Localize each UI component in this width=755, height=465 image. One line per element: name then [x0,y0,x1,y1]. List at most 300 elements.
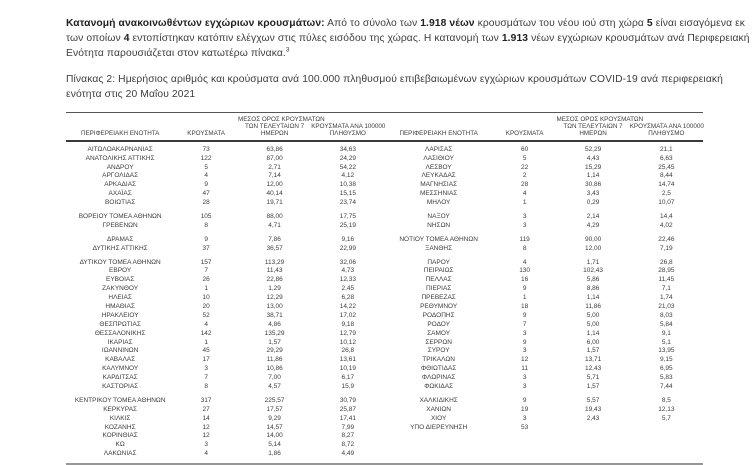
cell-per100k: 21,03 [658,302,675,310]
cell-name: ΝΗΣΩΝ [427,221,451,229]
cell-cases: 12 [202,423,210,431]
cell-name: ΧΑΛΚΙΔΙΚΗΣ [419,396,458,404]
cell-per100k: 4,73 [341,267,355,275]
table-row [385,145,704,154]
cell-cases: 52 [202,311,210,319]
column-header-avg7: ΜΕΣΟΣ ΟΡΟΣ ΚΡΟΥΣΜΑΤΩΝ ΤΩΝ ΤΕΛΕΥΤΑΙΩΝ 7 ΗΜΕΡΩΝ [237,115,325,138]
table-row [385,163,704,172]
table-row [385,171,704,180]
table-row [385,154,704,163]
regional-table-right [385,145,704,458]
cell-avg7: 0,29 [586,199,600,207]
cell-cases: 16 [521,276,529,284]
table-header-row [66,112,703,142]
cell-name: ΠΕΙΡΑΙΩΣ [423,267,454,275]
cell-cases: 4 [204,450,208,458]
table-row [66,266,385,275]
cell-cases: 119 [519,235,530,243]
cell-avg7: 30,86 [584,181,602,189]
cell-cases: 22 [521,163,529,171]
table-section [66,212,385,230]
cell-name: ΘΕΣΠΡΩΤΙΑΣ [99,320,141,328]
cell-per100k: 15,15 [339,190,356,198]
cell-cases: 1 [204,285,208,293]
cell-per100k: 6,28 [341,294,355,302]
cell-per100k: 22,46 [658,235,675,243]
cell-name: ΧΑΝΙΩΝ [426,405,451,413]
cell-per100k: 10,12 [339,338,356,346]
table-section [66,145,385,207]
cell-avg7: 13,71 [584,356,602,364]
cell-per100k: 10,07 [658,199,675,207]
intro-paragraph [66,16,750,61]
cell-per100k: 6,63 [660,154,673,162]
table-row [66,405,385,414]
cell-name: ΔΥΤΙΚΗΣ ΑΤΤΙΚΗΣ [92,244,148,252]
cell-avg7: 13,00 [266,302,283,310]
cell-cases: 11 [521,365,528,373]
new-cases-total: 1.918 νέων [420,18,475,30]
cell-name: ΑΙΤΩΛΟΑΚΑΡΝΑΝΙΑΣ [87,145,153,153]
cell-name: ΗΜΑΘΙΑΣ [105,302,135,310]
table-section [66,396,385,458]
cell-name: ΑΡΚΑΔΙΑΣ [104,181,137,189]
cell-avg7: 19,43 [584,405,602,413]
cell-avg7: 1,71 [586,258,600,266]
cell-avg7: 4,43 [586,154,600,162]
imported-cases-count: 5 [646,18,653,30]
cell-avg7: 1,57 [586,347,600,355]
cell-per100k: 9,15 [660,356,673,364]
cell-name: ΚΙΛΚΙΣ [109,414,131,422]
cell-avg7: 7,86 [268,235,281,243]
table-row [66,171,385,180]
table-row [66,145,385,154]
cell-per100k: 15,9 [341,382,355,390]
cell-per100k: 5,1 [661,338,671,346]
cell-cases: 14 [202,414,210,422]
cell-avg7: 4,57 [268,382,281,390]
cell-name: ΔΥΤΙΚΟΥ ΤΟΜΕΑ ΑΘΗΝΩΝ [79,258,161,266]
cell-avg7: 11,86 [585,302,601,310]
table-row [385,235,704,244]
cell-cases: 3 [522,347,527,355]
table-row [66,235,385,244]
cell-avg7: 11,43 [266,267,283,275]
cell-name: ΦΘΙΩΤΙΔΑΣ [420,365,457,373]
cell-per100k: 2,45 [341,285,355,293]
cell-avg7: 15,29 [584,163,602,171]
cell-avg7: 5,00 [586,311,600,319]
table-row [66,449,385,458]
table-row [385,338,704,347]
cell-cases: 8 [522,244,527,252]
column-header-region: ΠΕΡΙΦΕΡΕΙΑΚΗ ΕΝΟΤΗΤΑ [80,130,160,138]
cell-cases: 1 [204,338,208,346]
table-row [385,198,704,207]
cell-per100k: 34,63 [339,145,356,153]
table-row [385,266,704,275]
cell-per100k: 25,45 [658,163,675,171]
cell-name: ΗΛΕΙΑΣ [108,294,132,302]
text-segment: κρουσμάτων του νέου ιού στη χώρα [474,18,647,30]
cell-name: ΜΗΛΟΥ [426,199,451,207]
cell-avg7: 225,57 [264,396,285,404]
cell-avg7: 5,57 [586,396,600,404]
cell-name: ΝΑΞΟΥ [427,212,450,220]
cell-per100k: 17,75 [339,212,356,220]
cell-per100k: 13,61 [339,356,356,364]
cell-avg7: 10,86 [266,365,283,373]
table-row [66,355,385,364]
cell-per100k: 8,5 [661,396,671,404]
cell-per100k: 7,19 [660,244,673,252]
table-section [385,258,704,391]
cell-name: ΑΝΔΡΟΥ [106,163,134,171]
cell-per100k: 8,44 [660,172,673,180]
cell-name: ΜΕΣΣΗΝΙΑΣ [419,190,458,198]
table-row [66,189,385,198]
table-row [385,311,704,320]
cell-name: ΕΥΒΟΙΑΣ [106,276,135,284]
cell-cases: 5 [522,154,527,162]
cell-avg7: 1,14 [586,294,600,302]
cell-cases: 9 [204,181,208,189]
table-row [385,396,704,405]
cell-per100k: 17,41 [339,414,356,422]
column-header-region: ΠΕΡΙΦΕΡΕΙΑΚΗ ΕΝΟΤΗΤΑ [399,130,478,138]
cell-avg7: 135,29 [264,329,285,337]
cell-name: ΠΕΛΛΑΣ [425,276,452,284]
cell-name: ΠΙΕΡΙΑΣ [425,285,452,293]
cell-name: ΛΑΚΩΝΙΑΣ [103,450,137,458]
cell-cases: 130 [519,267,531,275]
cell-cases: 12 [202,432,210,440]
column-header-cases: ΚΡΟΥΣΜΑΤΑ [187,130,225,138]
cell-per100k: 12,79 [339,329,356,337]
cell-name: ΠΑΡΟΥ [427,258,450,266]
cell-per100k: 8,27 [341,432,355,440]
table-row [385,405,704,414]
cell-cases: 9 [522,285,527,293]
cell-cases: 18 [521,302,529,310]
cell-name: ΑΡΓΟΛΙΔΑΣ [102,172,139,180]
cell-name: ΑΧΑΪΑΣ [108,190,132,198]
cell-avg7: 38,71 [266,311,283,319]
cell-name: ΒΟΡΕΙΟΥ ΤΟΜΕΑ ΑΘΗΝΩΝ [78,212,162,220]
table-row [66,212,385,221]
table-row [385,284,704,293]
cell-name: ΞΑΝΘΗΣ [425,244,453,252]
table-row [66,311,385,320]
cell-cases: 3 [522,382,527,390]
cell-per100k: 6,17 [341,374,355,382]
table-row [385,320,704,329]
cell-name: ΡΟΔΟΠΗΣ [422,311,455,319]
cell-name: ΚΑΡΔΙΤΣΑΣ [102,374,138,382]
cell-avg7: 2,43 [586,414,600,422]
cell-cases: 45 [202,347,210,355]
table-caption: Πίνακας 2: Ημερήσιος αριθμός και κρούσματα ανά 100.000 πληθυσμού επιβεβαιωμένων εγχώριων κρουσμάτων COVID-19 ανά περιφερειακή ενότητα στις 20 Μαΐου 2021 [66,73,723,100]
cell-avg7: 12,00 [584,244,602,252]
cell-name: ΚΟΡΙΝΘΙΑΣ [102,432,138,440]
cell-avg7: 1,14 [586,172,600,180]
cell-per100k: 7,1 [661,285,671,293]
column-header-avg7: ΜΕΣΟΣ ΟΡΟΣ ΚΡΟΥΣΜΑΤΩΝ ΤΩΝ ΤΕΛΕΥΤΑΙΩΝ 7 ΗΜΕΡΩΝ [556,115,644,138]
cell-name: ΣΑΜΟΥ [427,329,451,337]
cell-avg7: 5,71 [586,374,600,382]
cell-name: ΑΝΑΤΟΛΙΚΗΣ ΑΤΤΙΚΗΣ [85,154,155,162]
cell-per100k: 8,03 [660,311,673,319]
cell-avg7: 29,29 [266,347,283,355]
table-row [385,382,704,391]
cell-cases: 8 [204,221,208,229]
table-section [385,235,704,253]
cell-per100k: 10,19 [339,365,356,373]
cell-per100k: 24,29 [339,154,356,162]
table-row [66,293,385,302]
cell-per100k: 11,45 [658,276,675,284]
table-row [66,414,385,423]
table-row [66,244,385,253]
cell-cases: 1 [522,199,527,207]
cell-per100k: 12,33 [339,276,356,284]
table-row [66,364,385,373]
table-row [385,258,704,267]
cell-cases: 3 [522,221,527,229]
cell-avg7: 1,57 [268,338,281,346]
cell-per100k: 7,44 [660,382,673,390]
table-row [385,275,704,284]
cell-per100k: 13,95 [658,347,675,355]
cell-avg7: 3,43 [586,190,600,198]
cell-cases: 142 [200,329,212,337]
cell-avg7: 4,71 [268,221,281,229]
table-row [66,302,385,311]
cell-name: ΚΩ [115,441,125,449]
cell-per100k: 1,74 [660,294,673,302]
text-segment: είναι εισαγόμενα εκ των οποίων [66,18,746,45]
cell-cases: 3 [522,212,527,220]
cell-avg7: 87,00 [266,154,283,162]
cell-cases: 9 [522,338,527,346]
cell-cases: 9 [204,235,208,243]
cell-cases: 10 [202,294,210,302]
table-row [385,221,704,230]
cell-cases: 8 [204,382,208,390]
cell-name: ΡΕΘΥΜΝΟΥ [420,302,458,310]
cell-cases: 7 [522,320,527,328]
table-row [385,293,704,302]
text-segment: εντοπίστηκαν κατόπιν ελέγχων στις πύλες εισόδου της χώρας. Η κατανομή των [129,33,502,45]
cell-cases: 3 [522,329,527,337]
cell-name: ΤΡΙΚΑΛΩΝ [422,356,455,364]
cell-name: ΣΕΡΡΩΝ [425,338,452,346]
table-row [385,346,704,355]
cell-per100k: 4,02 [660,221,673,229]
cell-cases: 3 [204,365,208,373]
cell-per100k: 30,79 [339,396,356,404]
cell-per100k: 5,7 [661,414,671,422]
table-header-left [66,116,385,138]
cell-name: ΥΠΟ ΔΙΕΡΕΥΝΗΣΗ [410,423,468,431]
table-row [66,382,385,391]
table-row [385,373,704,382]
cell-name: ΗΡΑΚΛΕΙΟΥ [101,311,139,319]
cell-avg7: 1,29 [268,285,281,293]
cell-per100k: 5,84 [660,320,673,328]
text-segment: νέων εγχώριων κρουσμάτων ανά Περιφερειακή Ενότητα παρουσιάζεται στον κατωτέρω πίνακα. [66,33,750,60]
cell-name: ΚΑΣΤΟΡΙΑΣ [102,382,139,390]
cell-cases: 2 [522,172,527,180]
domestic-cases-total: 1.913 [501,33,529,45]
regional-cases-table [66,112,703,465]
cell-avg7: 1,14 [586,329,600,337]
table-section [385,145,704,207]
cell-cases: 4 [204,320,208,328]
cell-cases: 7 [204,267,208,275]
cell-avg7: 7,00 [268,374,281,382]
table-row [385,355,704,364]
cell-avg7: 5,14 [268,441,281,449]
cell-avg7: 4,29 [586,221,600,229]
cell-name: ΙΩΑΝΝΙΝΩΝ [101,347,139,355]
cell-per100k: 14,4 [660,212,673,220]
table-row [66,432,385,441]
cell-cases: 3 [204,441,208,449]
cell-cases: 26 [202,276,210,284]
cell-name: ΛΕΣΒΟΥ [425,163,452,171]
cell-name: ΜΑΓΝΗΣΙΑΣ [420,181,458,189]
cell-per100k: 22,99 [339,244,356,252]
cell-cases: 47 [202,190,210,198]
table-row [66,338,385,347]
cell-name: ΦΛΩΡΙΝΑΣ [421,374,456,382]
cell-name: ΛΑΡΙΣΑΣ [425,145,453,153]
cell-name: ΡΟΔΟΥ [427,320,450,328]
cell-avg7: 63,86 [266,145,283,153]
cell-name: ΛΕΥΚΑΔΑΣ [421,172,456,180]
cell-per100k: 25,19 [339,221,356,229]
cell-cases: 4 [522,190,527,198]
cell-per100k: 17,02 [339,311,356,319]
cell-per100k: 26,8 [341,347,355,355]
cell-cases: 157 [200,258,212,266]
cell-name: ΛΑΣΙΘΙΟΥ [423,154,454,162]
cell-avg7: 8,86 [586,285,600,293]
cell-per100k: 23,74 [339,199,356,207]
table-section [385,396,704,432]
cell-cases: 27 [202,405,210,413]
cell-per100k: 6,95 [660,365,673,373]
cell-cases: 37 [202,244,210,252]
cell-avg7: 9,29 [268,414,281,422]
table-row [385,423,704,432]
cell-name: ΚΑΛΥΜΝΟΥ [102,365,139,373]
cell-avg7: 102,43 [583,267,604,275]
cell-name: ΚΕΝΤΡΙΚΟΥ ΤΟΜΕΑ ΑΘΗΝΩΝ [74,396,166,404]
cell-avg7: 6,00 [586,338,600,346]
cell-per100k: 9,16 [341,235,355,243]
cell-per100k: 9,1 [661,329,671,337]
cell-cases: 7 [204,374,208,382]
table-row [66,284,385,293]
cell-per100k: 2,5 [661,190,671,198]
table-row [66,396,385,405]
cell-avg7: 5,00 [586,320,600,328]
cell-cases: 105 [200,212,212,220]
table-row [66,198,385,207]
text-segment: Από το σύνολο των [324,18,421,30]
table-row [385,364,704,373]
cell-cases: 28 [521,181,529,189]
cell-per100k: 26,8 [660,258,673,266]
table-section [66,258,385,391]
cell-per100k: 4,12 [341,172,355,180]
cell-name: ΓΡΕΒΕΝΩΝ [102,221,138,229]
cell-avg7: 11,86 [266,356,283,364]
cell-cases: 3 [522,414,527,422]
table-row [66,346,385,355]
cell-name: ΚΟΖΑΝΗΣ [104,423,136,431]
entry-point-cases-count: 4 [123,33,130,45]
table-row [385,189,704,198]
cell-name: ΖΑΚΥΝΘΟΥ [102,285,139,293]
cell-name: ΦΩΚΙΔΑΣ [424,382,454,390]
cell-cases: 9 [522,396,527,404]
cell-cases: 122 [200,154,212,162]
table-row [66,221,385,230]
cell-per100k: 12,13 [658,405,675,413]
table-body [66,142,703,465]
cell-cases: 60 [521,145,529,153]
cell-cases: 19 [521,405,529,413]
column-header-per100k: ΚΡΟΥΣΜΑΤΑ ΑΝΑ 100000 ΠΛΗΘΥΣΜΟ [311,123,386,138]
cell-avg7: 12,00 [266,181,283,189]
cell-avg7: 22,86 [266,276,283,284]
cell-avg7: 1,86 [268,450,281,458]
intro-lead-bold: Κατανομή ανακοινωθέντων εγχώριων κρουσμάτων: [66,18,325,30]
cell-avg7: 36,57 [266,244,283,252]
cell-cases: 5 [204,163,208,171]
cell-cases: 4 [204,172,208,180]
cell-cases: 317 [200,396,212,404]
column-header-per100k: ΚΡΟΥΣΜΑΤΑ ΑΝΑ 100000 ΠΛΗΘΥΣΜΟ [629,123,704,138]
cell-per100k: 14,22 [339,302,356,310]
column-header-cases: ΚΡΟΥΣΜΑΤΑ [505,130,544,138]
cell-name: ΚΕΡΚΥΡΑΣ [103,405,138,413]
table-header-right [385,116,704,138]
cell-name: ΔΡΑΜΑΣ [106,235,134,243]
cell-avg7: 1,57 [586,382,600,390]
table-section [66,235,385,253]
table-row [66,320,385,329]
table-row [66,154,385,163]
cell-cases: 1 [522,294,527,302]
table-row [66,258,385,267]
cell-avg7: 12,29 [266,294,283,302]
cell-avg7: 7,14 [268,172,281,180]
cell-avg7: 113,29 [264,258,285,266]
cell-name: ΙΚΑΡΙΑΣ [107,338,133,346]
cell-cases: 12 [521,356,529,364]
table-row [385,302,704,311]
table-row [66,423,385,432]
table-section [385,212,704,230]
cell-name: ΠΡΕΒΕΖΑΣ [421,294,456,302]
cell-avg7: 14,57 [266,423,283,431]
cell-per100k: 21,1 [660,145,673,153]
